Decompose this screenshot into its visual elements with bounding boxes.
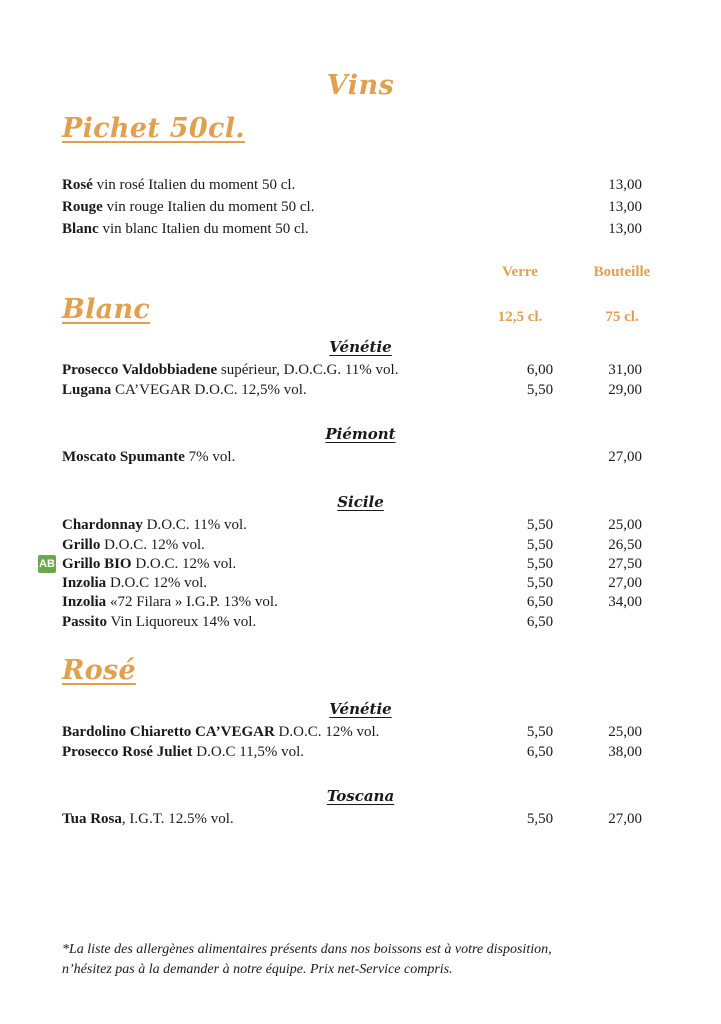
bottle-price: 38,00 [608,744,642,760]
wine-name: Rosé [62,177,93,193]
wine-name: Grillo [62,537,101,553]
bottle-price: 25,00 [608,724,642,740]
menu-row [62,380,652,400]
bottle-price: 27,50 [608,556,642,572]
wine-desc: D.O.C. 12% vol. [274,724,380,740]
menu-row [62,197,652,217]
wine-desc: D.O.C 11,5% vol. [192,744,305,760]
bottle-price: 27,00 [608,575,642,591]
section-title-pichet: Pichet 50cl. [62,113,245,144]
region-heading: Vénétie [329,700,392,718]
footnote-line: *La liste des allergènes alimentaires présents dans nos boissons est à votre disposition, [62,942,552,957]
wine-desc: D.O.C. 11% vol. [142,517,247,533]
bottle-price: 25,00 [608,517,642,533]
wine-desc: supérieur, D.O.C.G. 11% vol. [217,362,399,378]
page-title: Vins [326,70,395,101]
region-heading: Toscana [326,787,395,805]
glass-price: 5,50 [526,575,554,591]
footnote [62,940,662,980]
wine-name: Inzolia [62,594,107,610]
bottle-price: 29,00 [608,382,642,398]
column-size-bottle: 75 cl. [605,309,639,325]
wine-desc: vin blanc Italien du moment 50 cl. [98,221,309,237]
wine-name: Inzolia [62,575,107,591]
region-heading: Vénétie [329,338,392,356]
column-size-glass: 12,5 cl. [497,309,543,325]
bottle-price: 13,00 [608,221,642,237]
wine-name: Lugana [62,382,112,398]
wine-desc: vin rosé Italien du moment 50 cl. [92,177,296,193]
wine-name: Prosecco Rosé Juliet [62,744,193,760]
menu-row [62,554,652,574]
glass-price: 5,50 [526,517,554,533]
glass-price: 6,50 [526,744,554,760]
glass-price: 5,50 [526,811,554,827]
organic-ab-icon: AB [38,555,56,573]
glass-price: 5,50 [526,537,554,553]
wine-desc: vin rouge Italien du moment 50 cl. [102,199,315,215]
bottle-price: 26,50 [608,537,642,553]
glass-price: 5,50 [526,556,554,572]
wine-desc: , I.G.T. 12.5% vol. [121,811,234,827]
menu-row [62,809,652,829]
wine-name: Rouge [62,199,103,215]
footnote-line: n’hésitez pas à la demander à notre équipe. Prix net-Service compris. [62,962,453,977]
wine-desc: D.O.C. 12% vol. [100,537,205,553]
wine-name: Chardonnay [62,517,143,533]
menu-row [62,515,652,535]
column-header-bottle: Bouteille [593,264,651,280]
wine-desc: 7% vol. [184,449,236,465]
column-header-glass: Verre [502,264,538,280]
menu-row [62,722,652,742]
wine-name: Passito [62,614,107,630]
bottle-price: 13,00 [608,199,642,215]
wine-desc: D.O.C. 12% vol. [131,556,237,572]
wine-desc: D.O.C 12% vol. [106,575,208,591]
section-title-blanc: Blanc [62,294,151,325]
menu-row [62,612,652,632]
wine-name: Tua Rosa [62,811,122,827]
section-title-rose: Rosé [62,655,137,686]
bottle-price: 27,00 [608,811,642,827]
menu-row [62,447,652,467]
wine-name: Bardolino Chiaretto CA’VEGAR [62,724,275,740]
wine-desc: «72 Filara » I.G.P. 13% vol. [106,594,278,610]
bottle-price: 31,00 [608,362,642,378]
wine-name: Moscato Spumante [62,449,185,465]
menu-row [62,175,652,195]
region-heading: Sicile [337,493,384,511]
wine-desc: Vin Liquoreux 14% vol. [107,614,257,630]
menu-row [62,742,652,762]
glass-price: 6,50 [526,614,554,630]
wine-name: Blanc [62,221,99,237]
wine-name: Prosecco Valdobbiadene [62,362,218,378]
glass-price: 5,50 [526,382,554,398]
bottle-price: 27,00 [608,449,642,465]
bottle-price: 13,00 [608,177,642,193]
wine-name: Grillo BIO [62,556,132,572]
wine-desc: CA’VEGAR D.O.C. 12,5% vol. [111,382,307,398]
menu-row [62,573,652,593]
bottle-price: 34,00 [608,594,642,610]
glass-price: 6,00 [526,362,554,378]
glass-price: 6,50 [526,594,554,610]
menu-row [62,360,652,380]
region-heading: Piémont [325,425,396,443]
menu-row [62,592,652,612]
menu-row [62,535,652,555]
menu-row [62,219,652,239]
glass-price: 5,50 [526,724,554,740]
